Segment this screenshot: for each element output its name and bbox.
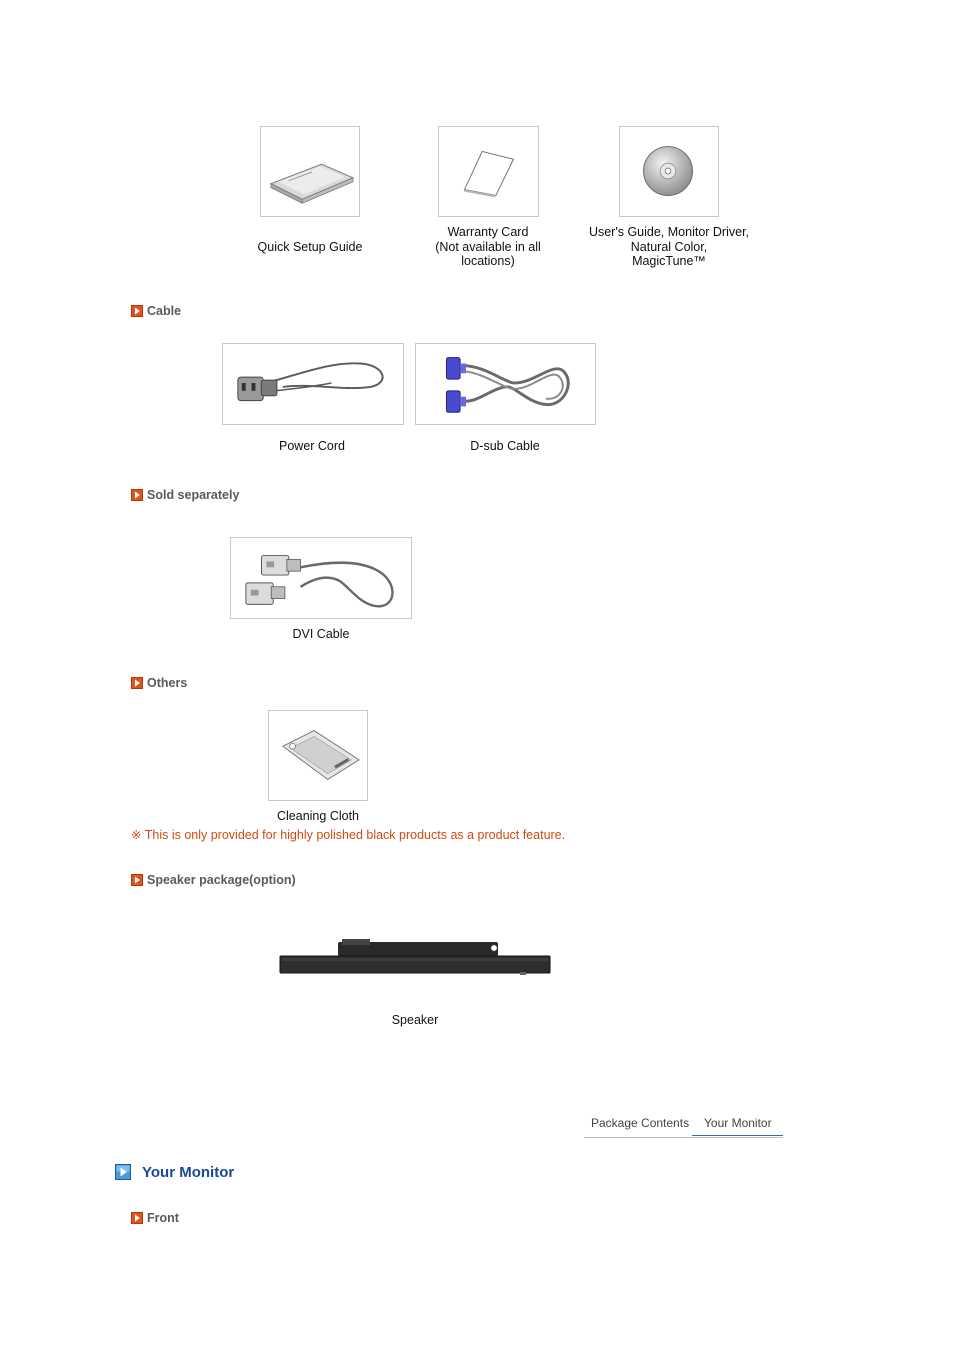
section-tabs	[584, 1113, 783, 1138]
cd-line3: MagicTune™	[632, 254, 706, 268]
warranty-card-line3: locations)	[461, 254, 515, 268]
power-cord-image	[222, 343, 404, 425]
section-sold-separately-label: Sold separately	[147, 488, 240, 502]
dsub-cable-caption: D-sub Cable	[470, 439, 540, 453]
power-cord-caption: Power Cord	[279, 439, 345, 453]
section-arrow-icon	[131, 1212, 143, 1224]
quick-setup-guide-image	[260, 126, 360, 217]
section-arrow-icon	[131, 305, 143, 317]
note-text: This is only provided for highly polished black products as a product feature.	[144, 828, 566, 842]
cd-line1: User's Guide, Monitor Driver,	[588, 225, 750, 239]
dvi-cable-image	[230, 537, 412, 619]
section-cable-label: Cable	[147, 304, 182, 318]
section-arrow-icon	[131, 874, 143, 886]
section-others	[131, 676, 187, 690]
your-monitor-heading-text: Your Monitor	[142, 1163, 235, 1181]
cd-caption	[569, 225, 769, 269]
cleaning-cloth-image	[268, 710, 368, 801]
section-arrow-icon	[131, 677, 143, 689]
dvi-cable-caption: DVI Cable	[292, 627, 350, 641]
warranty-card-image	[438, 126, 539, 217]
speaker-image	[278, 938, 552, 978]
speaker-caption: Speaker	[391, 1013, 439, 1027]
section-others-label: Others	[147, 676, 188, 690]
cd-line2: Natural Color,	[630, 239, 708, 254]
dsub-cable-image	[415, 343, 596, 425]
section-speaker-package	[131, 873, 296, 887]
section-sold-separately	[131, 488, 239, 502]
quick-setup-guide-caption: Quick Setup Guide	[257, 240, 363, 254]
warranty-card-caption	[418, 225, 558, 269]
cleaning-cloth-caption: Cleaning Cloth	[277, 809, 359, 823]
note-symbol: ※	[131, 828, 142, 842]
section-cable	[131, 304, 181, 318]
section-arrow-icon	[131, 489, 143, 501]
section-speaker-package-label: Speaker package(option)	[147, 873, 296, 887]
tab-package-contents[interactable]: Package Contents	[591, 1116, 690, 1130]
tab-your-monitor[interactable]: Your Monitor	[692, 1113, 783, 1136]
heading-arrow-icon	[115, 1164, 131, 1180]
warranty-card-line1: Warranty Card	[447, 225, 529, 239]
section-front-label: Front	[147, 1211, 179, 1225]
note-polished-products	[131, 828, 565, 843]
section-front	[131, 1211, 179, 1225]
cd-image	[619, 126, 719, 217]
warranty-card-line2: (Not available in all	[435, 239, 541, 254]
your-monitor-heading	[115, 1163, 234, 1181]
